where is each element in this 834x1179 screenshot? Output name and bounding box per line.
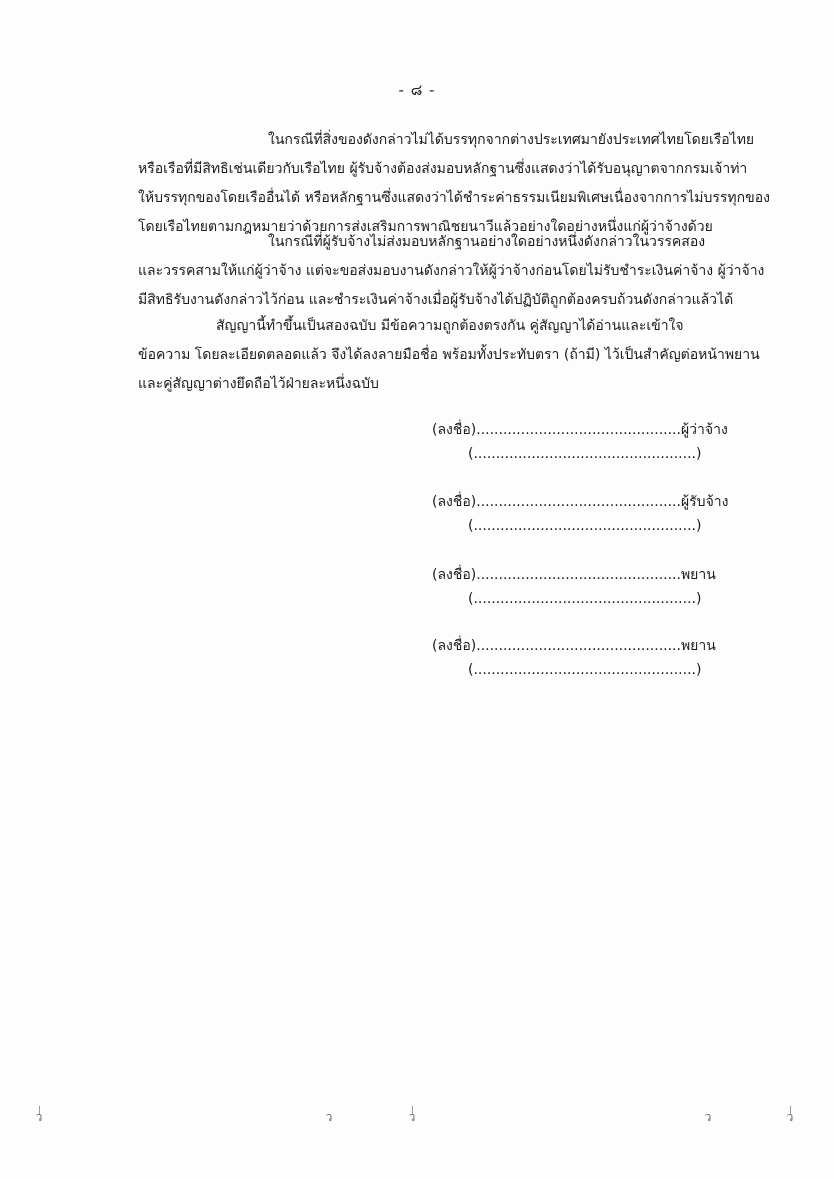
- initial-mark: ว: [35, 1110, 43, 1124]
- initial-mark: ว: [786, 1110, 794, 1124]
- initial-mark: ว: [408, 1110, 416, 1124]
- paragraph-line: สัญญานี้ทำขึ้นเป็นสองฉบับ มีข้อความถูกต้องตรงกัน คู่สัญญาได้อ่านและเข้าใจ: [216, 318, 684, 334]
- printed-name-line: (..................................................): [468, 662, 702, 678]
- paragraph-line: ข้อความ โดยละเอียดตลอดแล้ว จึงได้ลงลายมือชื่อ พร้อมทั้งประทับตรา (ถ้ามี) ไว้เป็นสำคัญต่อหน้าพยาน: [138, 347, 760, 363]
- initial-mark: ว: [325, 1110, 333, 1124]
- signature-line: (ลงชื่อ)..............................................พยาน: [432, 567, 716, 583]
- paragraph-line: หรือเรือที่มีสิทธิเช่นเดียวกับเรือไทย ผู้รับจ้างต้องส่งมอบหลักฐานซึ่งแสดงว่าได้รับอนุญาตจากกรมเจ้าท่า: [138, 161, 748, 177]
- printed-name-line: (..................................................): [468, 518, 702, 534]
- signature-block-employer: [432, 418, 728, 466]
- printed-name-line: (..................................................): [468, 446, 702, 462]
- signature-line: (ลงชื่อ)..............................................ผู้ว่าจ้าง: [432, 422, 728, 438]
- paragraph-contract-copies: [138, 312, 760, 399]
- printed-name-line: (..................................................): [468, 591, 702, 607]
- paragraph-line: ในกรณีที่ผู้รับจ้างไม่ส่งมอบหลักฐานอย่างใดอย่างหนึ่งดังกล่าวในวรรคสอง: [268, 234, 706, 250]
- paragraph-line: ให้บรรทุกของโดยเรืออื่นได้ หรือหลักฐานซึ่งแสดงว่าได้ชำระค่าธรรมเนียมพิเศษเนื่องจากการไม่บรรทุกของ: [138, 190, 770, 206]
- paragraph-line: และคู่สัญญาต่างยึดถือไว้ฝ่ายละหนึ่งฉบับ: [138, 376, 379, 392]
- paragraph-missing-evidence: [138, 228, 765, 315]
- paragraph-line: และวรรคสามให้แก่ผู้ว่าจ้าง แต่จะขอส่งมอบงานดังกล่าวให้ผู้ว่าจ้างก่อนโดยไม่รับชำระเงินค่าจ้าง ผู้ว่าจ้าง: [138, 263, 765, 279]
- paragraph-line: โดยเรือไทยตามกฎหมายว่าด้วยการส่งเสริมการพาณิชยนาวีแล้วอย่างใดอย่างหนึ่งแก่ผู้ว่าจ้างด้วย: [138, 219, 713, 235]
- signature-block-witness-2: [432, 634, 716, 682]
- page-number: - ๘ -: [398, 81, 436, 99]
- initial-mark: ว: [704, 1110, 712, 1124]
- signature-block-contractor: [432, 490, 729, 538]
- paragraph-line: มีสิทธิรับงานดังกล่าวไว้ก่อน และชำระเงินค่าจ้างเมื่อผู้รับจ้างได้ปฏิบัติถูกต้องครบถ้วนดังกล่าวแล้วได้: [138, 292, 734, 308]
- signature-line: (ลงชื่อ)..............................................พยาน: [432, 638, 716, 654]
- signature-block-witness-1: [432, 563, 716, 611]
- signature-line: (ลงชื่อ)..............................................ผู้รับจ้าง: [432, 494, 729, 510]
- paragraph-line: ในกรณีที่สิ่งของดังกล่าวไม่ได้บรรทุกจากต่างประเทศมายังประเทศไทยโดยเรือไทย: [268, 132, 755, 148]
